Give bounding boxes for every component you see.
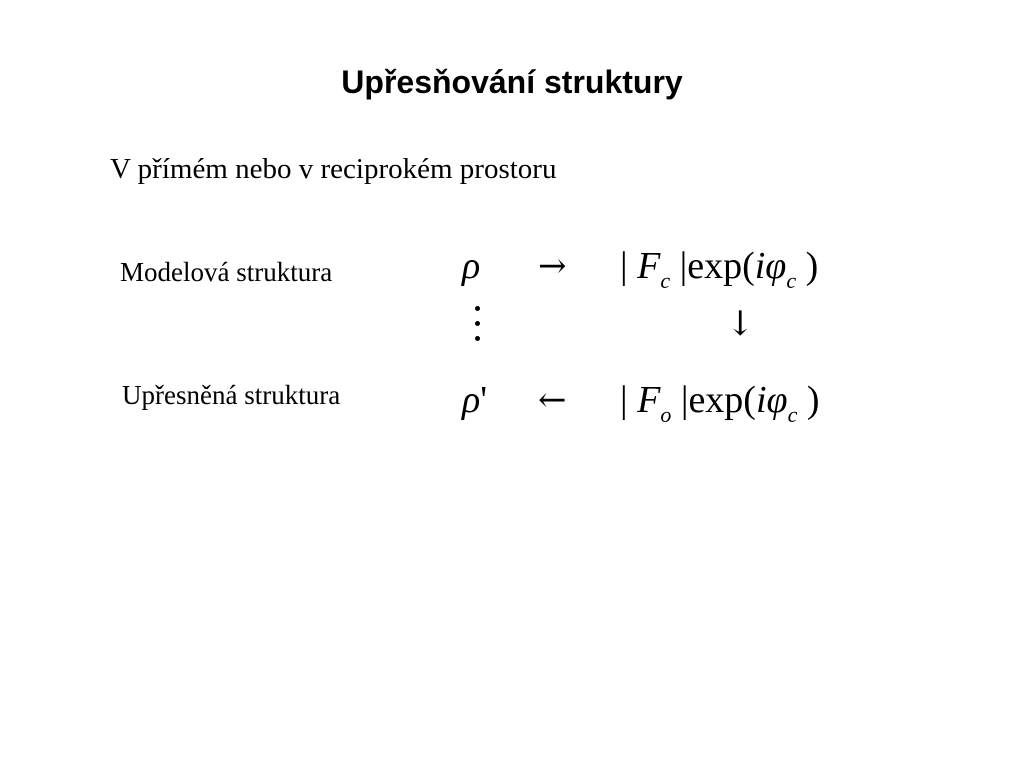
right-arrow-icon: → — [538, 246, 567, 286]
prime-mark: ' — [480, 379, 488, 421]
abs-bar-close: | — [679, 245, 688, 287]
F-symbol: F — [637, 379, 661, 421]
observed-structure-factor-expression — [620, 378, 819, 427]
F-subscript: c — [660, 268, 671, 293]
F-symbol: F — [637, 245, 661, 287]
phi-subscript: c — [786, 268, 797, 293]
refined-structure-label: Upřesněná struktura — [122, 380, 341, 410]
exp-text: exp( — [687, 245, 755, 287]
phi-symbol: φ — [765, 245, 787, 287]
imaginary-i: i — [755, 379, 767, 421]
imaginary-i: i — [754, 245, 766, 287]
abs-bar-open: | — [620, 379, 628, 421]
rho-symbol: ρ — [462, 245, 481, 287]
phi-subscript: c — [787, 402, 798, 427]
left-arrow-icon: ← — [538, 380, 567, 420]
rho-symbol: ρ — [462, 379, 481, 421]
rho-prime-symbol — [462, 378, 487, 422]
vertical-ellipsis-icon — [470, 306, 484, 346]
exp-text: exp( — [688, 379, 756, 421]
calculated-structure-factor-expression — [620, 244, 818, 293]
slide-title: Upřesňování struktury — [341, 64, 683, 100]
model-structure-label: Modelová struktura — [120, 257, 333, 287]
close-paren: ) — [805, 245, 819, 287]
close-paren: ) — [806, 379, 820, 421]
phi-symbol: φ — [766, 379, 788, 421]
abs-bar-open: | — [620, 245, 628, 287]
F-subscript: o — [660, 402, 672, 427]
abs-bar-close: | — [680, 379, 689, 421]
down-arrow-icon: ↓ — [726, 304, 755, 344]
subtitle: V přímém nebo v reciprokém prostoru — [110, 153, 557, 185]
